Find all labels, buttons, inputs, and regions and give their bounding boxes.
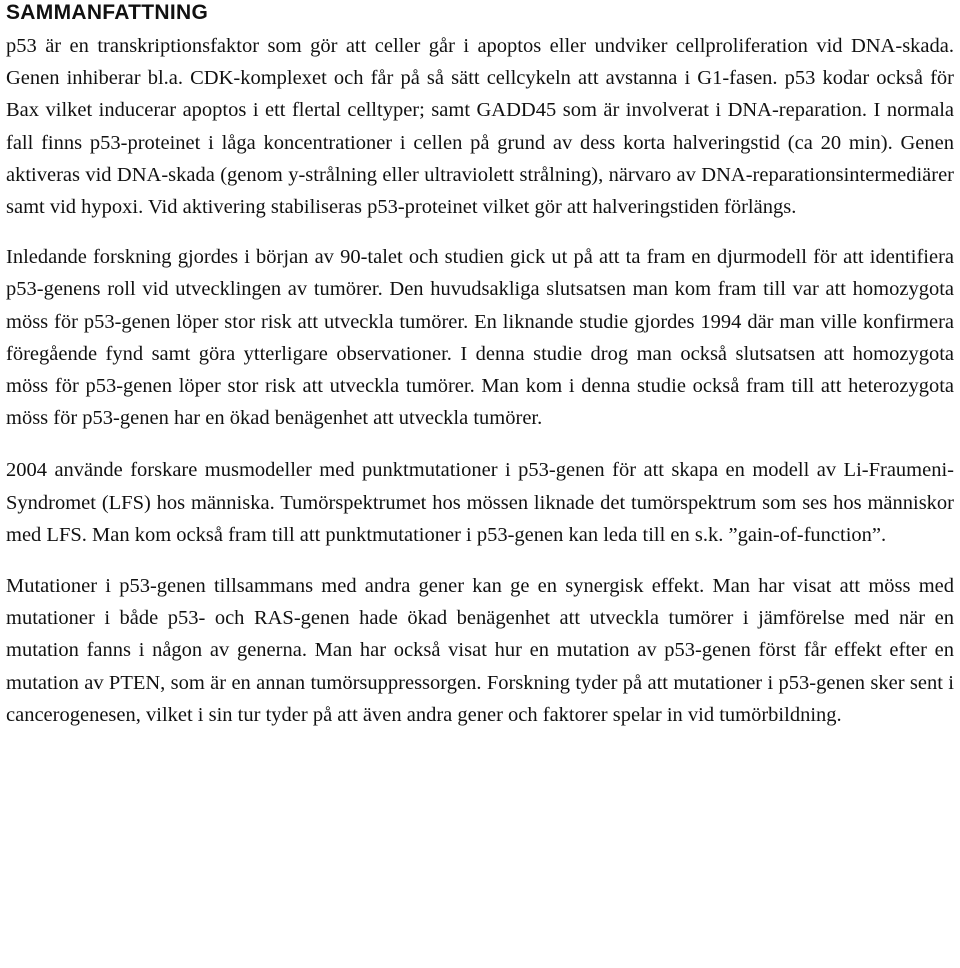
paragraph-4: Mutationer i p53-genen tillsammans med andra gener kan ge en synergisk effekt. Man har visat att möss med mutationer i både p53- och RAS-genen hade ökad benägenhet att utveckla tumörer i jämförelse med när en mutation fanns i någon av generna. Man har också visat hur en mutation av p53-genen först får effekt efter en mutation av PTEN, som är en annan tumörsuppressorgen. Forskning tyder på att mutationer i p53-genen sker sent i cancerogenesen, vilket i sin tur tyder på att även andra gener och faktorer spelar in vid tumörbildning. (6, 575, 954, 726)
paragraph-2: Inledande forskning gjordes i början av 90-talet och studien gick ut på att ta fram en djurmodell för att identifiera p53-genens roll vid utvecklingen av tumörer. Den huvudsakliga slutsatsen man kom fram till var att homozygota möss för p53-genen löper stor risk att utveckla tumörer. En liknande studie gjordes 1994 där man ville konfirmera föregående fynd samt göra ytterligare observationer. I denna studie drog man också slutsatsen att homozygota möss för p53-genen löper stor risk att utveckla tumörer. Man kom i denna studie också fram till att heterozygota möss för p53-genen har en ökad benägenhet att utveckla tumörer. (6, 246, 954, 430)
paragraph-1: p53 är en transkriptionsfaktor som gör att celler går i apoptos eller undviker cellproliferation vid DNA-skada. Genen inhiberar bl.a. CDK-komplexet och får på så sätt cellcykeln att avstanna i G1-fasen. p53 kodar också för Bax vilket inducerar apoptos i ett flertal celltyper; samt GADD45 som är involverat i DNA-reparation. I normala fall finns p53-proteinet i låga koncentrationer i cellen på grund av dess korta halveringstid (ca 20 min). Genen aktiveras vid DNA-skada (genom y-strålning eller ultraviolett strålning), närvaro av DNA-reparationsintermediärer samt vid hypoxi. Vid aktivering stabiliseras p53-proteinet vilket gör att halveringstiden förlängs. (6, 35, 954, 219)
document-heading: SAMMANFATTNING (6, 1, 209, 24)
paragraph-3: 2004 använde forskare musmodeller med punktmutationer i p53-genen för att skapa en modell av Li-Fraumeni-Syndromet (LFS) hos människa. Tumörspektrumet hos mössen liknade det tumörspektrum som ses hos människor med LFS. Man kom också fram till att punktmutationer i p53-genen kan leda till en s.k. ”gain-of-function”. (6, 459, 954, 546)
